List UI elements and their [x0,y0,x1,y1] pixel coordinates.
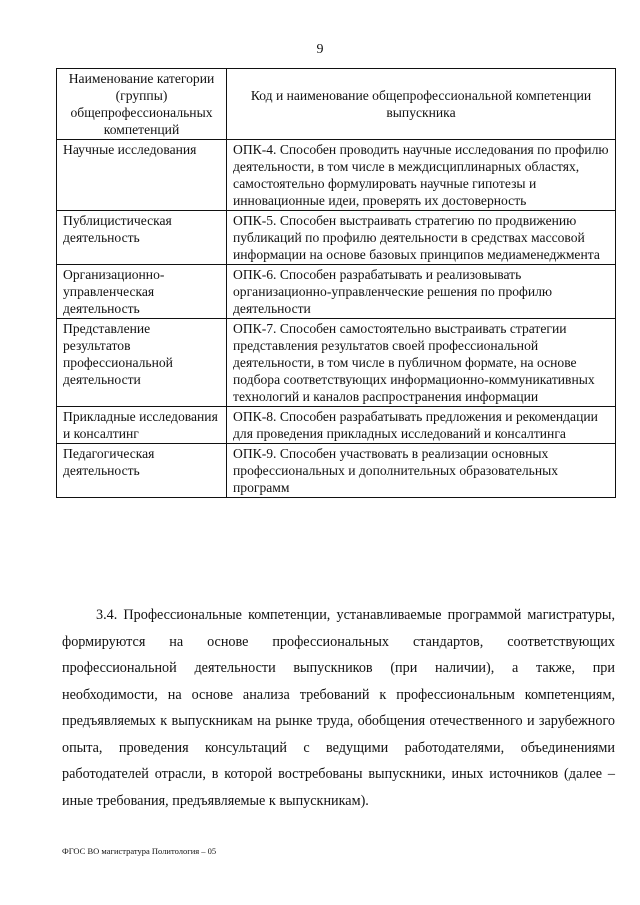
section-paragraph: 3.4. Профессиональные компетенции, устанавливаемые программой магистратуры, формируются на основе профессиональных стандартов, соответствующих профессиональной деятельности выпускников (при наличии), а также, при необходимости, на основе анализа требований к профессиональным компетенциям, предъявляемых к выпускникам на рынке труда, обобщения отечественного и зарубежного опыта, проведения консультаций с ведущими работодателями, объединениями работодателей отрасли, в которой востребованы выпускники, иных источников (далее – иные требования, предъявляемые к выпускникам). [62,607,615,809]
header-competence: Код и наименование общепрофессиональной компетенции выпускника [227,69,616,140]
row-competence: ОПК-8. Способен разрабатывать предложения и рекомендации для проведения прикладных исследований и консалтинга [227,407,616,444]
table-row [57,444,616,498]
table-row [57,265,616,319]
table-row [57,140,616,211]
table-row [57,211,616,265]
row-competence: ОПК-4. Способен проводить научные исследования по профилю деятельности, в том числе в междисциплинарных областях, самостоятельно формулировать научные гипотезы и инновационные идеи, проверять их достоверность [227,140,616,211]
competencies-table [56,68,616,498]
row-category: Организационно-управленческая деятельность [57,265,227,319]
table-row [57,319,616,407]
table-header-row [57,69,616,140]
row-category: Педагогическая деятельность [57,444,227,498]
page-number: 9 [316,42,324,57]
row-category: Научные исследования [57,140,227,211]
row-category: Публицистическая деятельность [57,211,227,265]
header-category: Наименование категории (группы) общепрофессиональных компетенций [57,69,227,140]
row-category: Представление результатов профессиональной деятельности [57,319,227,407]
row-competence: ОПК-6. Способен разрабатывать и реализовывать организационно-управленческие решения по профилю деятельности [227,265,616,319]
table-row [57,407,616,444]
row-competence: ОПК-5. Способен выстраивать стратегию по продвижению публикаций по профилю деятельности в средствах массовой информации на основе базовых принципов медиаменеджмента [227,211,616,265]
row-category: Прикладные исследования и консалтинг [57,407,227,444]
row-competence: ОПК-7. Способен самостоятельно выстраивать стратегии представления результатов своей профессиональной деятельности, в том числе в публичном формате, на основе подбора соответствующих информационно-коммуникативных технологий и каналов распространения информации [227,319,616,407]
page-footer: ФГОС ВО магистратура Политология – 05 [62,846,217,856]
row-competence: ОПК-9. Способен участвовать в реализации основных профессиональных и дополнительных образовательных программ [227,444,616,498]
